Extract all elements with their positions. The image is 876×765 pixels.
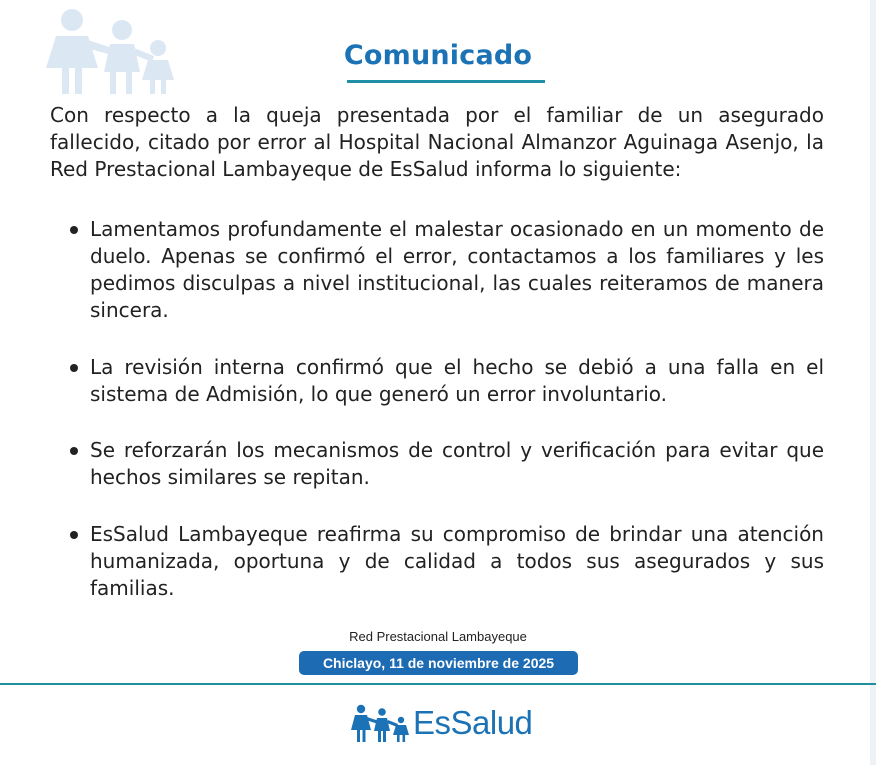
logo-wordmark: EsSalud (413, 704, 533, 741)
list-item-text: Lamentamos profundamente el malestar ocasionado en un momento de duelo. Apenas se confirmó el error, contactamos a los familiares y les pedimos disculpas a nivel institucional, las cuales reiteramos de manera sincera. (90, 217, 824, 322)
signature-organization: Red Prestacional Lambayeque (349, 629, 527, 644)
date-badge: Chiclayo, 11 de noviembre de 2025 (299, 651, 578, 675)
list-item (90, 216, 824, 324)
bullet-dot-icon (70, 226, 78, 234)
list-item (90, 354, 824, 408)
bullet-dot-icon (70, 364, 78, 372)
bullet-dot-icon (70, 531, 78, 539)
title-underline (347, 80, 545, 83)
list-item-text: Se reforzarán los mecanismos de control y verificación para evitar que hechos similares se repitan. (90, 438, 824, 489)
list-item-text: EsSalud Lambayeque reafirma su compromiso de brindar una atención humanizada, oportuna y de calidad a todos sus asegurados y sus familias. (90, 522, 824, 600)
list-item-text: La revisión interna confirmó que el hecho se debió a una falla en el sistema de Admisión, lo que generó un error involuntario. (90, 355, 824, 406)
essalud-logo (350, 700, 540, 746)
right-edge-strip (870, 0, 876, 765)
list-item (90, 437, 824, 491)
list-item (90, 521, 824, 602)
page-title: Comunicado (343, 40, 533, 71)
family-figures-icon (350, 704, 412, 744)
footer-divider (0, 683, 876, 685)
bullet-dot-icon (70, 447, 78, 455)
intro-paragraph: Con respecto a la queja presentada por el familiar de un asegurado fallecido, citado por error al Hospital Nacional Almanzor Aguinaga Asenjo, la Red Prestacional Lambayeque de EsSalud informa lo siguiente: (50, 103, 824, 181)
